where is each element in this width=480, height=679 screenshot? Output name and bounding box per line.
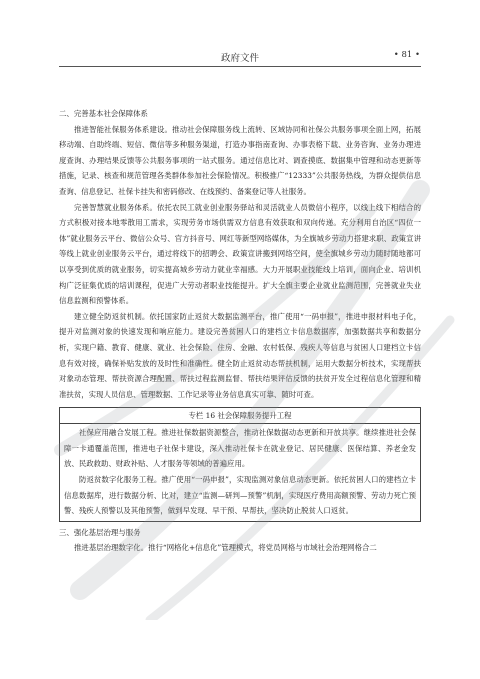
running-header-title: 政府文件 bbox=[220, 53, 259, 64]
feature-box-body bbox=[60, 424, 420, 521]
body-paragraph: 推进智能社保服务体系建设。推动社会保障服务线上流转、区域协同和社保公共服务事项全面上网，拓展移动端、自助终端、短信、微信等多种服务渠道，打造办事指南查询、办事表格下载、业务咨询、业务办理进度查询、办理结果反馈等公共服务事项的一站式服务。通过信息比对、调查摸底、数据集中管理和动态更新等措施，记录、核查和规范管理各类群体参加社会保险情况。积极推广“12333”公共服务热线，为群众提供信息查询、信息登记、社保卡挂失和密码修改、在线预约、备案登记等人社服务。 bbox=[59, 124, 421, 196]
box-paragraph: 社保应用融合发展工程。推进社保数据资源整合，推动社保数据动态更新和开放共享。继续推进社会保障一卡通覆盖范围，推进电子社保卡建设，深入推动社保卡在就业登记、居民健康、医保结算、养老金发放、民政救助、财政补贴、人才服务等领域的普遍应用。 bbox=[64, 428, 416, 469]
body-paragraph: 建立健全防返贫机制。依托国家防止返贫大数据监测平台，推广使用“一码申报”，推进申报材料电子化，提升对监测对象的快速发现和响应能力。建设完善贫困人口的建档立卡信息数据库，加强数据共享和数据分析，实现户籍、教育、健康、就业、社会保险、住房、金融、农村低保、残疾人等信息与贫困人口建档立卡信息有效对接，确保补贴发放的及时性和准确性。健全防止返贫动态帮扶机制，运用大数据分析技术，实现帮扶对象动态管理、帮扶资源合理配置、帮扶过程监测监督、帮扶结果评估反馈的扶贫开发全过程信息化管理和精准扶贫，实现人员信息、管理数据、工作记录等业务信息真实可靠、随时可查。 bbox=[59, 311, 421, 399]
page-number: • 81 • bbox=[393, 50, 420, 60]
feature-box-title: 专栏 16 社会保障服务提升工程 bbox=[60, 408, 420, 424]
document-body bbox=[59, 106, 421, 556]
section-heading: 二、完善基本社会保障体系 bbox=[59, 109, 148, 118]
body-paragraph: 完善智慧就业服务体系。依托农民工就业创业服务驿站和灵活就业人员微信小程序，以线上线下相结合的方式积极对接本地零散用工需求，实现劳务市场供需双方信息有效获取和双向传递。充分利用自治区“四位一体”就业服务云平台、微信公众号、官方抖音号、网红等新型网络媒体，为全旗城乡劳动力搭建求职、政策宣讲等线上就业创业服务云平台，通过将线下的招聘会、政策宣讲搬到网络空间，使全旗城乡劳动力随时随地都可以享受到优质的就业服务，切实提高城乡劳动力就业幸福感。大力开展职业技能线上培训，面向企业、培训机构广泛征集优质的培训课程，促进广大劳动者职业技能提升。扩大全旗主要企业就业监测范围，完善就业失业信息监测和预警体系。 bbox=[59, 202, 421, 306]
section-heading: 三、强化基层治理与服务 bbox=[59, 527, 141, 537]
body-paragraph: 推进基层治理数字化。推行“网格化+信息化”管理模式，将党员网格与市域社会治理网格合二 bbox=[74, 543, 377, 553]
feature-box bbox=[59, 407, 421, 522]
header-rule bbox=[59, 66, 421, 67]
box-paragraph: 防返贫数字化服务工程。推广使用“一码申报”，实现监测对象信息动态更新。依托贫困人口的建档立卡信息数据库，进行数据分析、比对，建立“监测—研判—预警”机制，实现医疗费用高额预警、劳动力死亡预警、残疾人预警以及其他预警，做到早发现、早干预、早帮扶，坚决防止脱贫人口返贫。 bbox=[64, 475, 416, 516]
